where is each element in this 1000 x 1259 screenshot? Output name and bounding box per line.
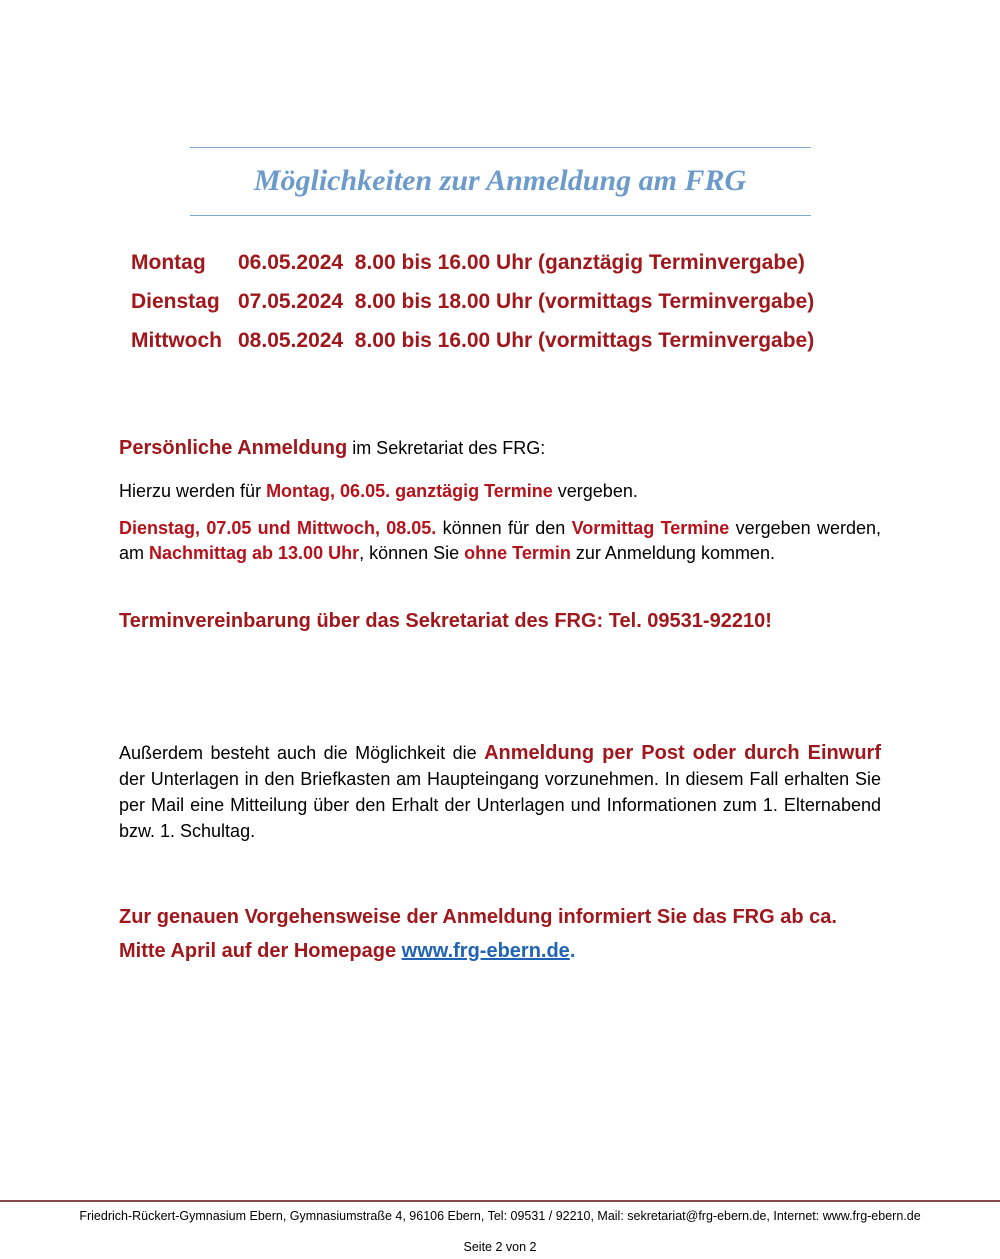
post-paragraph — [119, 740, 881, 844]
personal-heading-line — [119, 436, 881, 461]
schedule-detail: 8.00 bis 16.00 Uhr (vormittags Terminvergabe) — [354, 329, 815, 352]
text-segment: vergeben. — [552, 481, 638, 501]
schedule-row-tuesday — [131, 290, 814, 314]
personal-heading: Persönliche Anmeldung — [119, 437, 348, 459]
text-segment: , können Sie — [359, 543, 465, 563]
info-line-1: Zur genauen Vorgehensweise der Anmeldung informiert Sie das FRG ab ca. — [119, 906, 837, 928]
schedule-date: 07.05.2024 — [238, 290, 344, 313]
page-number: Seite 2 von 2 — [463, 1240, 537, 1254]
info-line-2 — [119, 934, 899, 968]
appointment-callout: Terminvereinbarung über das Sekretariat des FRG: Tel. 09531-92210! — [119, 610, 772, 632]
schedule-day: Dienstag — [131, 290, 220, 313]
footer-rule — [0, 1200, 1000, 1202]
schedule-day: Montag — [131, 251, 206, 274]
text-segment: vergeben werden, am — [119, 518, 881, 563]
highlight-tue-wed: Dienstag, 07.05 und Mittwoch, 08.05. — [119, 518, 437, 538]
highlight-afternoon: Nachmittag ab 13.00 Uhr — [149, 543, 360, 563]
schedule-date: 08.05.2024 — [238, 329, 344, 352]
page-title: Möglichkeiten zur Anmeldung am FRG — [253, 164, 747, 197]
footer-address: Friedrich-Rückert-Gymnasium Ebern, Gymnasiumstraße 4, 96106 Ebern, Tel: 09531 / 92210, Mail: sekretariat@frg-ebern.de, Internet: www.frg-ebern.de — [79, 1209, 921, 1223]
highlight-morning: Vormittag Termine — [571, 518, 730, 538]
personal-tue-wed-paragraph — [119, 516, 881, 566]
text-segment: Hierzu werden für — [119, 481, 267, 501]
schedule-day: Mittwoch — [131, 329, 222, 352]
highlight-no-appointment: ohne Termin — [464, 543, 571, 563]
text-segment: Mitte April auf der Homepage — [119, 940, 402, 962]
schedule-row-wednesday — [131, 329, 814, 353]
schedule-date: 06.05.2024 — [238, 251, 344, 274]
text-segment: zur Anmeldung kommen. — [570, 543, 775, 563]
text-segment: . — [569, 940, 576, 962]
text-segment: können für den — [436, 518, 572, 538]
text-segment: Außerdem besteht auch die Möglichkeit die — [119, 743, 485, 763]
homepage-link[interactable]: www.frg-ebern.de — [401, 940, 570, 962]
schedule-detail: 8.00 bis 18.00 Uhr (vormittags Terminvergabe) — [354, 290, 815, 313]
title-rule-top — [190, 147, 811, 148]
highlight-monday: Montag, 06.05. ganztägig Termine — [266, 481, 553, 501]
personal-monday-line — [119, 479, 881, 504]
text-segment: der Unterlagen in den Briefkasten am Haupteingang vorzunehmen. In diesem Fall erhalten Sie per Mail eine Mitteilung über den Erhalt der Unterlagen und Informationen zum 1. Elternabend bzw. 1. Schultag. — [119, 769, 881, 841]
title-rule-bottom — [190, 215, 811, 216]
schedule-row-monday — [131, 251, 805, 275]
info-callout — [119, 900, 899, 968]
highlight-post: Anmeldung per Post oder durch Einwurf — [484, 742, 881, 764]
schedule-detail: 8.00 bis 16.00 Uhr (ganztägig Terminvergabe) — [354, 251, 805, 274]
personal-heading-rest: im Sekretariat des FRG: — [347, 438, 546, 458]
